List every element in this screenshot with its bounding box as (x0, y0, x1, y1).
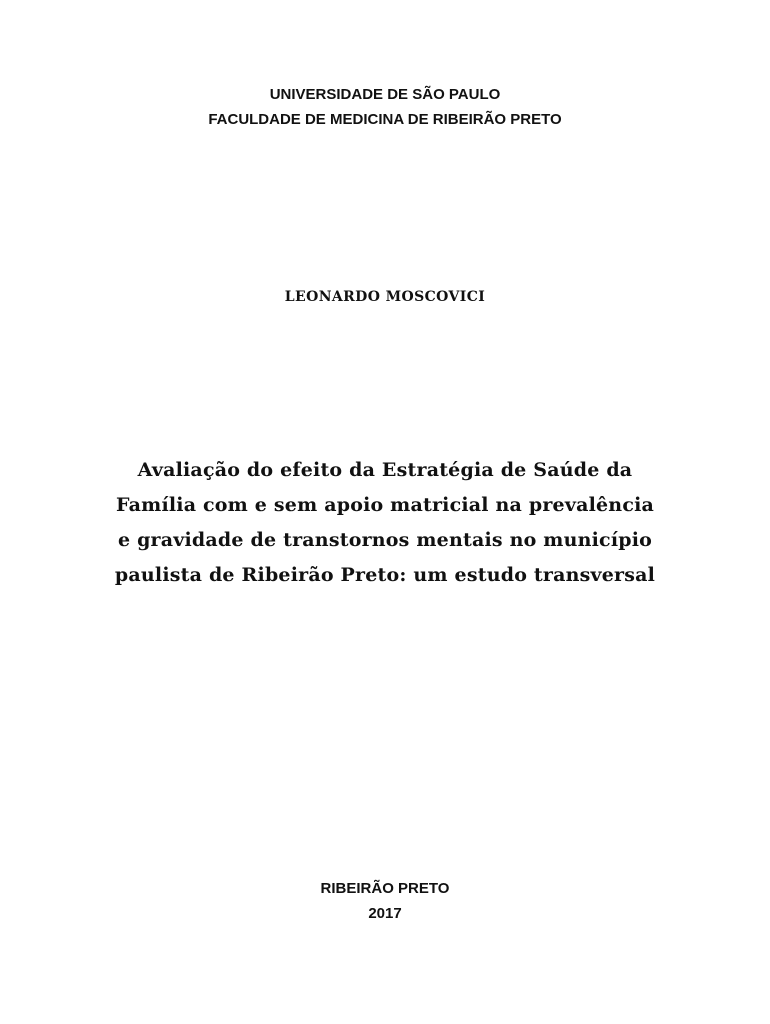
faculty-name: FACULDADE DE MEDICINA DE RIBEIRÃO PRETO (208, 111, 562, 128)
author-name: LEONARDO MOSCOVICI (284, 289, 486, 305)
title-line: paulista de Ribeirão Preto: um estudo transversal (114, 564, 656, 586)
title-line: Avaliação do efeito da Estratégia de Saúde da (137, 459, 633, 481)
title-line: Família com e sem apoio matricial na prevalência (115, 494, 655, 516)
university-name: UNIVERSIDADE DE SÃO PAULO (269, 86, 501, 103)
title-line: e gravidade de transtornos mentais no município (117, 529, 653, 551)
year: 2017 (368, 905, 402, 922)
city: RIBEIRÃO PRETO (320, 880, 450, 897)
